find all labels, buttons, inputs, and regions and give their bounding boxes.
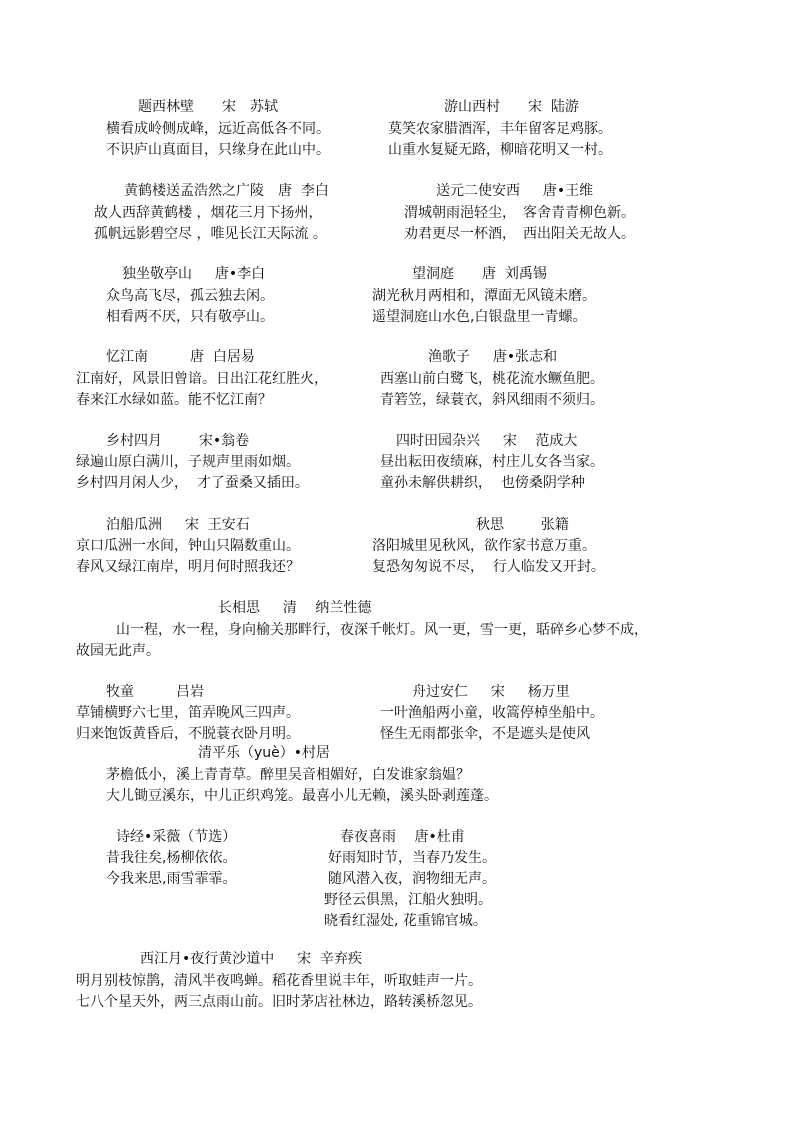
- poem-line: 众鸟高飞尽，孤云独去闲。: [106, 288, 274, 304]
- poem-line: 故园无此声。: [76, 643, 160, 659]
- poem-line: 明月别枝惊鹊，清风半夜鸣蝉。稻花香里说丰年，听取蛙声一片。: [76, 973, 482, 989]
- poem-line: 绿遍山原白满川，子规声里雨如烟。: [76, 454, 300, 470]
- poem-title: 黄鹤楼送孟浩然之广陵 唐 李白: [124, 183, 329, 199]
- poem-line: 横看成岭侧成峰，远近高低各不同。: [106, 121, 330, 137]
- poem-title: 春夜喜雨 唐•杜甫: [340, 829, 465, 845]
- poem-title: 望洞庭 唐 刘禹锡: [412, 266, 547, 282]
- poem-line: 劝君更尽一杯酒， 西出阳关无故人。: [404, 226, 635, 242]
- poem-line: 随风潜入夜，润物细无声。: [328, 871, 496, 887]
- poem-title: 送元二使安西 唐•王维: [436, 183, 594, 199]
- poem-title: 题西林壁 宋 苏轼: [138, 99, 278, 115]
- poem-line: 晓看红湿处, 花重锦官城。: [324, 913, 487, 929]
- poem-line: 渭城朝雨浥轻尘， 客舍青青柳色新。: [404, 205, 635, 221]
- poem-title: 游山西村 宋 陆游: [444, 99, 579, 115]
- poem-line: 茅檐低小，溪上青青草。醉里吴音相媚好，白发谁家翁媪？: [106, 767, 470, 783]
- poem-line: 一叶渔船两小童，收篙停棹坐船中。: [380, 705, 604, 721]
- poem-line: 昼出耘田夜绩麻，村庄儿女各当家。: [380, 454, 604, 470]
- poem-title: 独坐敬亭山 唐•李白: [122, 266, 266, 282]
- poem-line: 相看两不厌，只有敬亭山。: [106, 309, 274, 325]
- poem-line: 故人西辞黄鹤楼 ，烟花三月下扬州，: [94, 205, 323, 221]
- poem-title: 西江月•夜行黄沙道中 宋 辛弃疾: [140, 951, 363, 967]
- poem-title: 长相思 清 纳兰性德: [218, 600, 372, 616]
- poem-line: 好雨知时节，当春乃发生。: [328, 850, 496, 866]
- poem-line: 大儿锄豆溪东，中儿正织鸡笼。最喜小儿无赖，溪头卧剥莲蓬。: [106, 788, 498, 804]
- poem-line: 孤帆远影碧空尽 ，唯见长江天际流 。: [94, 226, 327, 242]
- poem-line: 春风又绿江南岸，明月何时照我还？: [76, 559, 300, 575]
- poem-title: 忆江南 唐 白居易: [106, 349, 255, 365]
- poem-line: 不识庐山真面目，只缘身在此山中。: [106, 142, 330, 158]
- poem-line: 遥望洞庭山水色,白银盘里一青螺。: [372, 309, 587, 325]
- poem-line: 西塞山前白鹭飞，桃花流水鳜鱼肥。: [380, 371, 604, 387]
- poem-title: 诗经•采薇（节选）: [116, 829, 237, 845]
- poem-line: 昔我往矣,杨柳依依。: [106, 850, 237, 866]
- poem-line: 复恐匆匆说不尽， 行人临发又开封。: [372, 559, 605, 575]
- poem-line: 山一程，水一程，身向榆关那畔行，夜深千帐灯。风一更，雪一更，聒碎乡心梦不成，: [116, 622, 648, 638]
- poem-line: 今我来思,雨雪霏霏。: [106, 871, 237, 887]
- poem-line: 莫笑农家腊酒浑，丰年留客足鸡豚。: [388, 121, 612, 137]
- poem-line: 怪生无雨都张伞，不是遮头是使风: [380, 726, 590, 742]
- poem-title: 渔歌子 唐•张志和: [428, 349, 558, 365]
- poem-title: 牧童 吕岩: [106, 684, 204, 700]
- poem-line: 春来江水绿如蓝。能不忆江南？: [76, 392, 272, 408]
- poem-line: 七八个星天外，两三点雨山前。旧时茅店社林边，路转溪桥忽见。: [76, 994, 482, 1010]
- poem-line: 青箬笠，绿蓑衣，斜风细雨不须归。: [380, 392, 604, 408]
- poem-line: 山重水复疑无路，柳暗花明又一村。: [388, 142, 612, 158]
- poem-title: 舟过安仁 宋 杨万里: [412, 684, 570, 700]
- poem-line: 乡村四月闲人少， 才了蚕桑又插田。: [76, 475, 309, 491]
- poem-line: 童孙未解供耕织， 也傍桑阴学种: [380, 475, 585, 491]
- poem-line: 野径云俱黑，江船火独明。: [324, 892, 492, 908]
- poem-line: 洛阳城里见秋风，欲作家书意万重。: [372, 538, 596, 554]
- poem-line: 京口瓜洲一水间，钟山只隔数重山。: [76, 538, 300, 554]
- poem-line: 湖光秋月两相和，潭面无风镜未磨。: [372, 288, 596, 304]
- poem-line: 草铺横野六七里，笛弄晚风三四声。: [76, 705, 300, 721]
- poem-title: 清平乐（yuè）•村居: [198, 745, 331, 761]
- poem-title: 乡村四月 宋•翁卷: [106, 433, 250, 449]
- poem-title: 四时田园杂兴 宋 范成大: [396, 433, 578, 449]
- poem-line: 江南好，风景旧曾谙。日出江花红胜火，: [76, 371, 328, 387]
- poem-line: 归来饱饭黄昏后，不脱蓑衣卧月明。: [76, 726, 300, 742]
- poem-title: 秋思 张籍: [476, 517, 569, 533]
- poem-title: 泊船瓜洲 宋 王安石: [106, 517, 250, 533]
